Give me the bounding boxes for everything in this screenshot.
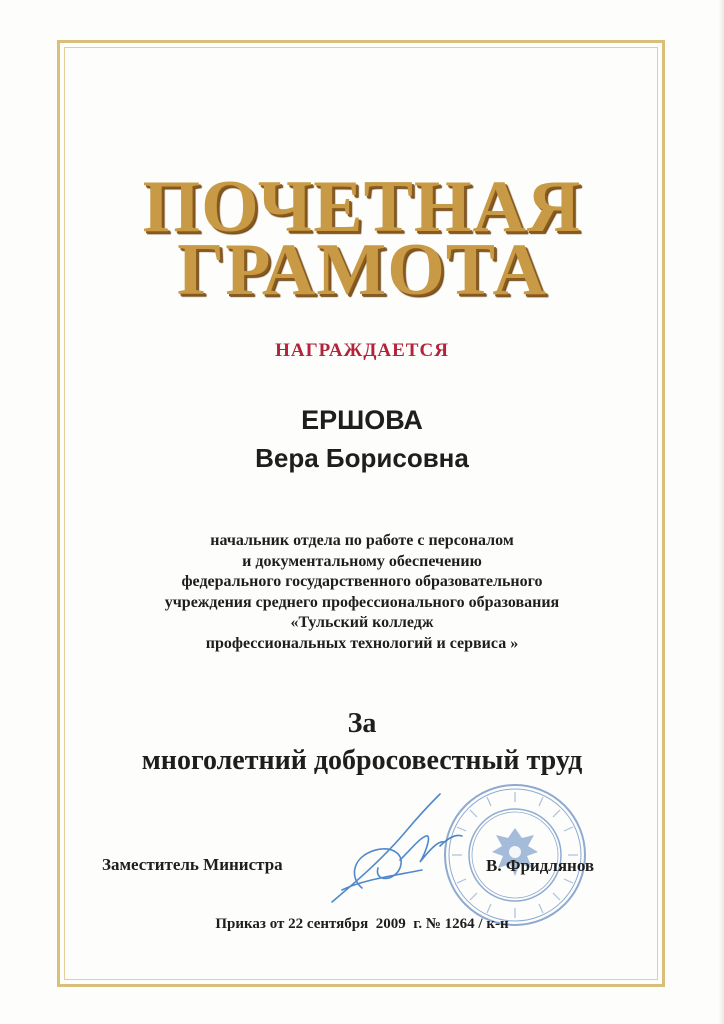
- position-line: федерального государственного образовательного: [181, 573, 543, 590]
- awarded-label: НАГРАЖДАЕТСЯ: [275, 340, 449, 361]
- handwritten-signature-icon: [322, 790, 472, 910]
- recipient-given-names: Вера Борисовна: [255, 443, 469, 473]
- order-reference: Приказ от 22 сентября 2009 г. № 1264 / к-н: [215, 916, 509, 932]
- certificate-title-line-1: ПОЧЕТНАЯ: [142, 166, 582, 248]
- position-line: учреждения среднего профессионального образования: [164, 593, 560, 611]
- position-line: начальник отдела по работе с персоналом: [210, 532, 514, 549]
- position-line: профессиональных технологий и сервиса »: [205, 634, 519, 652]
- award-reason-line-1: За: [347, 708, 377, 739]
- recipient-position: [80, 531, 644, 654]
- position-line: «Тульский колледж: [290, 614, 434, 631]
- certificate-title-line-2: ГРАМОТА: [177, 229, 547, 311]
- recipient-surname: ЕРШОВА: [301, 405, 423, 435]
- signer-title: Заместитель Министра: [102, 855, 283, 874]
- award-reason-line-2: многолетний добросовестный труд: [141, 745, 583, 776]
- position-line: и документальному обеспечению: [242, 552, 482, 570]
- scan-edge: [718, 0, 724, 1024]
- signer-name: В. Фридлянов: [486, 856, 595, 875]
